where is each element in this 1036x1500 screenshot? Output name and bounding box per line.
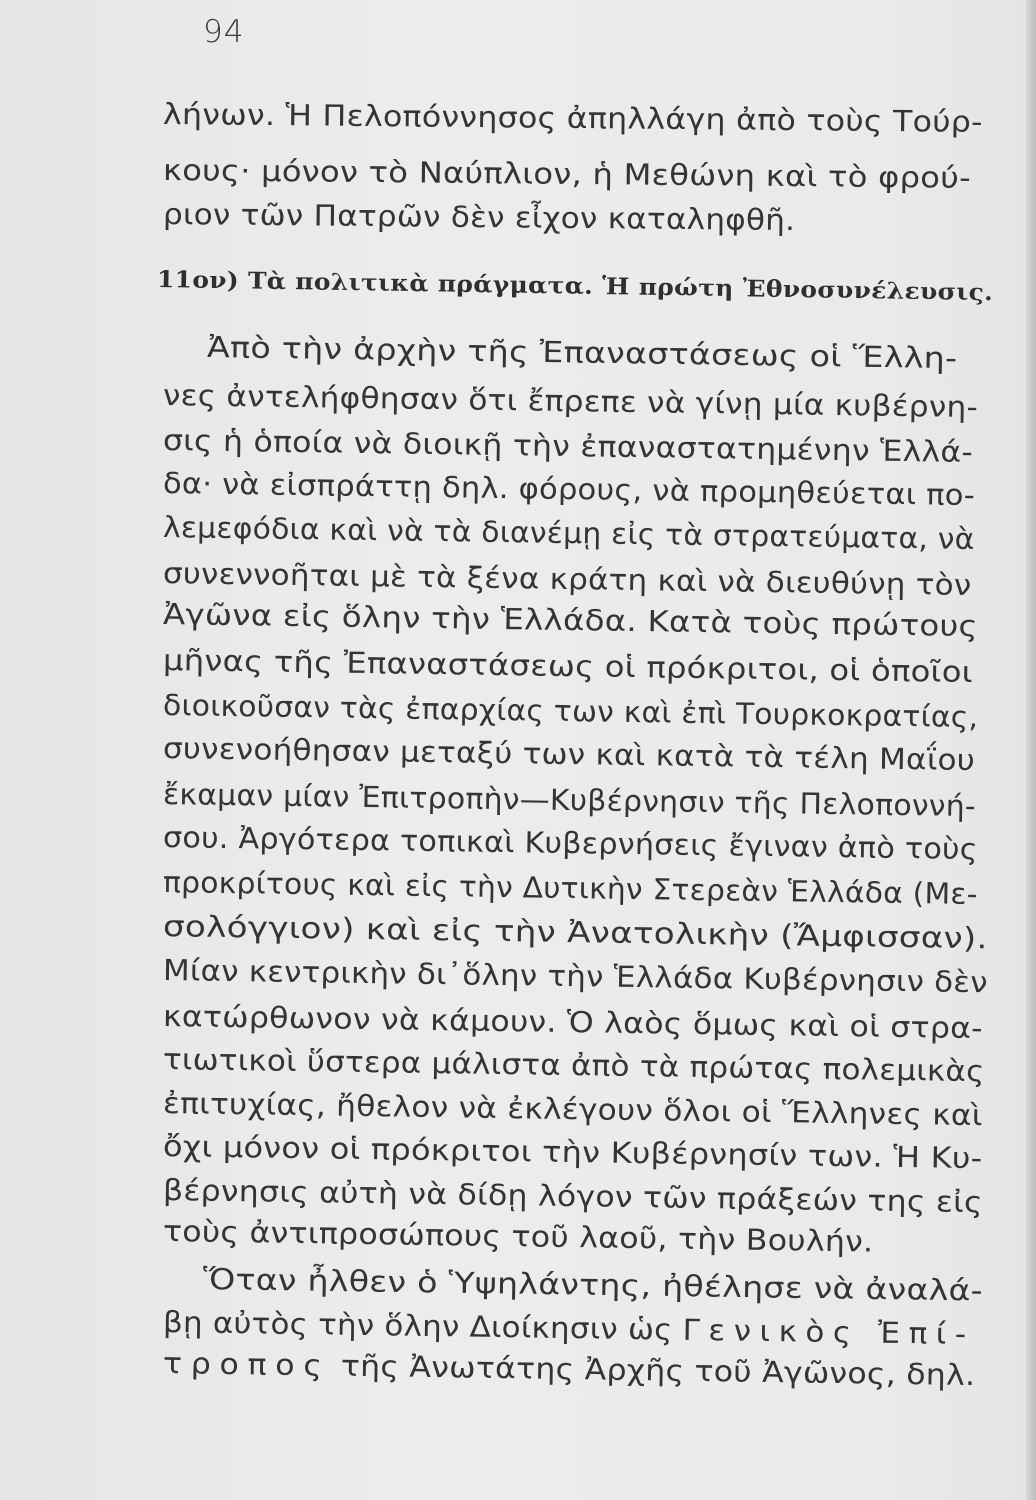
text-line: Ὅταν ἦλθεν ὁ Ὑψηλάντης, ἠθέλησε νὰ ἀναλά- — [202, 1262, 984, 1308]
text-line: ὄχι μόνον οἱ πρόκριτοι τὴν Κυβέρνησίν των. Ἡ Κυ- — [162, 1129, 983, 1176]
emphasized-text: Γενικὸς Ἐπί- — [682, 1312, 975, 1352]
text-line: προκρίτους καὶ εἰς τὴν Δυτικὴν Στερεὰν Ἑλλάδα (Με- — [162, 865, 978, 912]
text-line: σου. Ἀργότερα τοπικαὶ Κυβερνήσεις ἔγιναν ἀπὸ τοὺς — [162, 820, 979, 867]
text-line: ἐπιτυχίας, ἤθελον νὰ ἐκλέγουν ὅλοι οἱ Ἕλληνες καὶ — [162, 1086, 983, 1133]
text-run: τῆς Ἀνωτάτης Ἀρχῆς τοῦ Ἀγῶνος, δηλ. — [340, 1348, 976, 1393]
page-number: 94 — [203, 14, 245, 50]
text-line: ριον τῶν Πατρῶν δὲν εἶχον καταληφθῆ. — [162, 197, 796, 238]
text-line: λήνων. Ἡ Πελοπόννησος ἀπηλλάγη ἀπὸ τοὺς Τούρ- — [162, 97, 983, 139]
text-line — [163, 1346, 976, 1392]
emphasized-text: τροπος — [162, 1346, 331, 1383]
text-line: λεμεφόδια καὶ νὰ τὰ διανέμῃ εἰς τὰ στρατεύματα, νὰ — [162, 510, 975, 557]
text-line: ἔκαμαν μίαν Ἐπιτροπὴν—Κυβέρνησιν τῆς Πελοποννή- — [162, 777, 977, 824]
text-run: βῃ αὐτὸς τὴν ὅλην Διοίκησιν ὡς — [162, 1305, 673, 1347]
text-line: διοικοῦσαν τὰς ἐπαρχίας των καὶ ἐπὶ Τουρκοκρατίας, — [162, 688, 979, 735]
text-line: Ἀπὸ τὴν ἀρχὴν τῆς Ἐπαναστάσεως οἱ Ἕλλη- — [206, 330, 958, 376]
text-line: μῆνας τῆς Ἐπαναστάσεως οἱ πρόκριτοι, οἱ ὁποῖοι — [162, 643, 974, 690]
text-line: Ἀγῶνα εἰς ὅλην τὴν Ἑλλάδα. Κατὰ τοὺς πρώτους — [162, 597, 979, 644]
text-line: σολόγγιον) καὶ εἰς τὴν Ἀνατολικὴν (Ἄμφισσαν). — [162, 909, 988, 956]
text-line: βέρνησις αὐτὴ νὰ δίδῃ λόγον τῶν πράξεών της εἰς — [162, 1173, 984, 1220]
text-line: δα· νὰ εἰσπράττῃ δηλ. φόρους, νὰ προμηθεύεται πο- — [162, 466, 976, 513]
text-line: Μίαν κεντρικὴν δι᾿ὅλην τὴν Ἑλλάδα Κυβέρνησιν δὲν — [162, 953, 989, 1000]
text-line: συνεννοῆται μὲ τὰ ξένα κράτη καὶ νὰ διευθύνῃ τὸν — [162, 556, 972, 602]
text-line: τιωτικοὶ ὕστερα μάλιστα ἀπὸ τὰ πρώτας πολεμικὰς — [162, 1042, 985, 1089]
text-line: σις ἡ ὁποία νὰ διοικῇ τὴν ἐπαναστατημένην Ἑλλά- — [162, 423, 974, 470]
text-line: τοὺς ἀντιπροσώπους τοῦ λαοῦ, τὴν Βουλήν. — [162, 1214, 874, 1259]
text-line: νες ἀντελήφθησαν ὅτι ἔπρεπε νὰ γίνῃ μία κυβέρνη- — [162, 378, 979, 425]
section-heading: 11ον) Τὰ πολιτικὰ πράγματα. Ἡ πρώτη Ἐθνοσυνέλευσις. — [156, 266, 994, 307]
text-line: συνενοήθησαν μεταξύ των καὶ κατὰ τὰ τέλη Μαΐου — [162, 731, 976, 778]
text-line — [163, 1305, 975, 1351]
text-line: κους· μόνον τὸ Ναύπλιον, ἡ Μεθώνη καὶ τὸ φρού- — [162, 153, 972, 195]
text-line: κατώρθωνον νὰ κάμουν. Ὁ λαὸς ὅμως καὶ οἱ στρα- — [162, 999, 984, 1046]
page-edge — [1026, 0, 1036, 1500]
